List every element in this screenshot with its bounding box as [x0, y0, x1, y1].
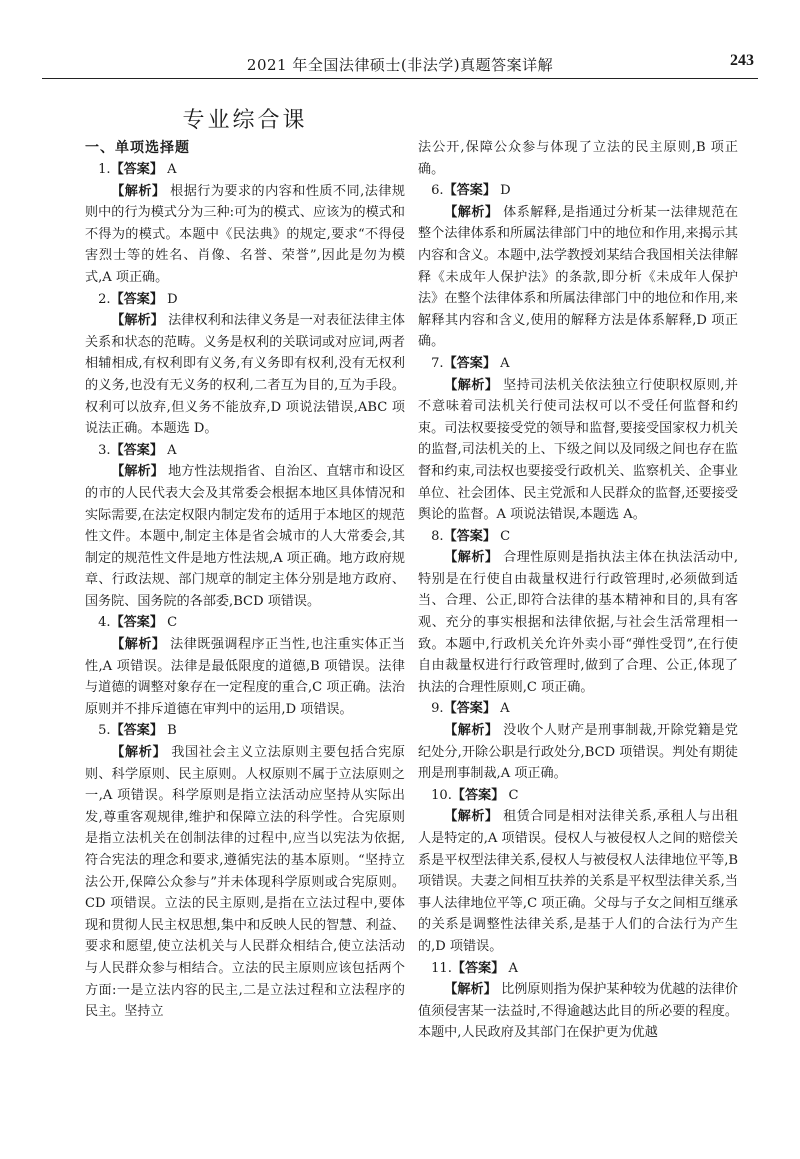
explanation-tag: 【解析】 [111, 313, 164, 329]
answer-value: D [500, 183, 511, 199]
explanation [85, 742, 405, 1023]
explanation-text: 我国社会主义立法原则主要包括合宪原则、科学原则、民主原则。人权原则不属于立法原则之一,A 项错误。科学原则是指立法活动应坚持从实际出发,尊重客观规律,维护和保障立法的科学性。合宪原则是指立法机关在创制法律的过程中,应当以宪法为依据,符合宪法的理念和要求,遵循宪法的基本原则。“坚持立法公开,保障公众参与”并未体现科学原则或合宪原则。CD 项错误。立法的民主原则,是指在立法过程中,要体现和贯彻人民主权思想,集中和反映人民的智慧、利益、要求和愿望,使立法机关与人民群众相结合,使立法活动与人民群众参与相结合。立法的民主原则应该包括两个方面:一是立法内容的民主,二是立法过程和立法程序的民主。坚持立 [85, 745, 406, 1020]
answer-line [418, 698, 738, 720]
answer-line [85, 720, 405, 742]
answer-value: A [167, 162, 177, 177]
question-number: 11. [431, 960, 452, 976]
explanation-tag: 【解析】 [444, 809, 499, 825]
left-column [85, 137, 405, 1023]
question-number: 2. [98, 291, 111, 307]
explanation-text: 根据行为要求的内容和性质不同,法律规则中的行为模式分为三种:可为的模式、应该为的模式和不得为的模式。本题中《民法典》的规定,要求“不得侵害烈士等的姓名、肖像、名誉、荣誉”,因此是勿为模式,A 项正确。 [85, 183, 405, 285]
header-title: 2021 年全国法律硕士(非法学)真题答案详解 [246, 56, 554, 74]
answer-line [418, 785, 738, 807]
answer-tag: 【答案】 [110, 442, 163, 458]
explanation [85, 461, 405, 612]
answer-line [85, 440, 405, 462]
explanation [418, 202, 738, 353]
explanation-text: 法律既强调程序正当性,也注重实体正当性,A 项错误。法律是最低限度的道德,B 项错误。法律与道德的调整对象存在一定程度的重合,C 项正确。法治原则并不排斥道德在审判中的运用,D 项错误。 [85, 637, 405, 717]
answer-value: A [508, 960, 518, 976]
answer-value: C [508, 787, 519, 803]
explanation [418, 720, 738, 785]
question-number: 4. [98, 615, 111, 631]
explanation-tag: 【解析】 [444, 204, 499, 220]
answer-value: B [167, 723, 177, 739]
explanation-tag: 【解析】 [444, 982, 497, 998]
explanation [418, 547, 738, 698]
explanation-tag: 【解析】 [444, 723, 499, 739]
explanation [418, 375, 738, 526]
answer-value: A [167, 442, 177, 458]
question-number: 8. [431, 528, 444, 544]
explanation-text: 没收个人财产是刑事制裁,开除党籍是党纪处分,开除公职是行政处分,BCD 项错误。判处有期徒刑是刑事制裁,A 项正确。 [418, 723, 738, 782]
question-number: 1. [98, 162, 111, 177]
explanation [85, 310, 405, 440]
answer-tag: 【答案】 [110, 723, 163, 739]
explanation-text: 合理性原则是指执法主体在执法活动中,特别是在行使自由裁量权进行行政管理时,必须做到适当、合理、公正,即符合法律的基本精神和目的,具有客观、充分的事实根据和法律依据,与社会生活常理相一致。本题中,行政机关允许外卖小哥“弹性受罚”,在行使自由裁量权进行行政管理时,做到了合理、公正,体现了执法的合理性原则,C 项正确。 [418, 550, 738, 695]
answer-value: A [500, 701, 510, 717]
answer-value: D [167, 291, 178, 307]
explanation-tag: 【解析】 [111, 637, 166, 653]
answer-line [85, 612, 405, 634]
answer-tag: 【答案】 [110, 291, 163, 307]
question-number: 6. [431, 183, 444, 199]
answer-line [418, 353, 738, 375]
explanation-tag: 【解析】 [111, 183, 166, 199]
answer-tag: 【答案】 [443, 355, 496, 371]
subheading: 一、单项选择题 [85, 140, 190, 156]
question-number: 7. [431, 355, 444, 371]
explanation-text: 坚持司法机关依法独立行使职权原则,并不意味着司法机关行使司法权可以不受任何监督和约束。司法权要接受党的领导和监督,要接受国家权力机关的监督,司法机关的上、下级之间以及同级之间也存在监督和约束,司法权也要接受行政机关、监察机关、企事业单位、社会团体、民主党派和人民群众的监督,还要接受舆论的监督。A 项说法错误,本题选 A。 [418, 377, 738, 523]
explanation-text: 体系解释,是指通过分析某一法律规范在整个法律体系和所属法律部门中的地位和作用,来揭示其内容和含义。本题中,法学教授刘某结合我国相关法律解释《未成年人保护法》的条款,即分析《未成年人保护法》在整个法律体系和所属法律部门中的地位和作用,来解释其内容和含义,使用的解释方法是体系解释,D 项正确。 [418, 204, 738, 350]
explanation [85, 634, 405, 720]
explanation-tag: 【解析】 [444, 550, 499, 566]
right-column [418, 137, 738, 1044]
page-number: 243 [730, 52, 754, 69]
answer-value: C [167, 615, 178, 631]
question-number: 9. [431, 701, 444, 717]
explanation-tag: 【解析】 [444, 377, 499, 393]
answer-tag: 【答案】 [451, 787, 505, 803]
explanation [418, 806, 738, 957]
explanation-tag: 【解析】 [111, 745, 167, 761]
explanation-text: 法律权利和法律义务是一对表征法律主体关系和状态的范畴。义务是权利的关联词或对应词,两者相辅相成,有权利即有义务,有义务即有权利,没有无权利的义务,也没有无义务的权利,二者互为目的,互为手段。权利可以放弃,但义务不能放弃,D 项说法错误,ABC 项说法正确。本题选 D。 [85, 313, 405, 437]
answer-tag: 【答案】 [443, 701, 496, 717]
question-number: 5. [98, 723, 111, 739]
answer-tag: 【答案】 [443, 528, 496, 544]
answer-line [418, 958, 738, 980]
answer-line [85, 159, 405, 181]
answer-value: A [500, 355, 510, 371]
answer-value: C [500, 528, 511, 544]
answer-tag: 【答案】 [110, 162, 163, 177]
page-header [42, 48, 758, 79]
question-number: 3. [98, 442, 111, 458]
answer-tag: 【答案】 [451, 960, 505, 976]
explanation [418, 979, 738, 1044]
section-title: 专业综合课 [182, 108, 308, 133]
answer-line [418, 180, 738, 202]
explanation [85, 181, 405, 289]
continued-text: 法公开,保障公众参与体现了立法的民主原则,B 项正确。 [418, 140, 738, 177]
explanation-text: 地方性法规指省、自治区、直辖市和设区的市的人民代表大会及其常委会根据本地区具体情况和实际需要,在法定权限内制定发布的适用于本地区的规范性文件。本题中,制定主体是省会城市的人大常委会,其制定的规范性文件是地方性法规,A 项正确。地方政府规章、行政法规、部门规章的制定主体分别是地方政府、国务院、国务院的各部委,BCD 项错误。 [85, 464, 405, 609]
answer-tag: 【答案】 [110, 615, 163, 631]
explanation-text: 比例原则指为保护某种较为优越的法律价值须侵害某一法益时,不得逾越达此目的所必要的程度。本题中,人民政府及其部门在保护更为优越 [418, 982, 738, 1041]
explanation-text: 租赁合同是相对法律关系,承租人与出租人是特定的,A 项错误。侵权人与被侵权人之间的赔偿关系是平权型法律关系,侵权人与被侵权人法律地位平等,B 项错误。夫妻之间相互扶养的关系是平权型法律关系,当事人法律地位平等,C 项正确。父母与子女之间相互继承的关系是调整性法律关系,是基于人们的合法行为产生的,D 项错误。 [418, 809, 738, 954]
explanation-tag: 【解析】 [111, 464, 164, 480]
answer-tag: 【答案】 [443, 183, 496, 199]
question-number: 10. [431, 787, 452, 803]
answer-line [85, 289, 405, 311]
answer-line [418, 526, 738, 548]
